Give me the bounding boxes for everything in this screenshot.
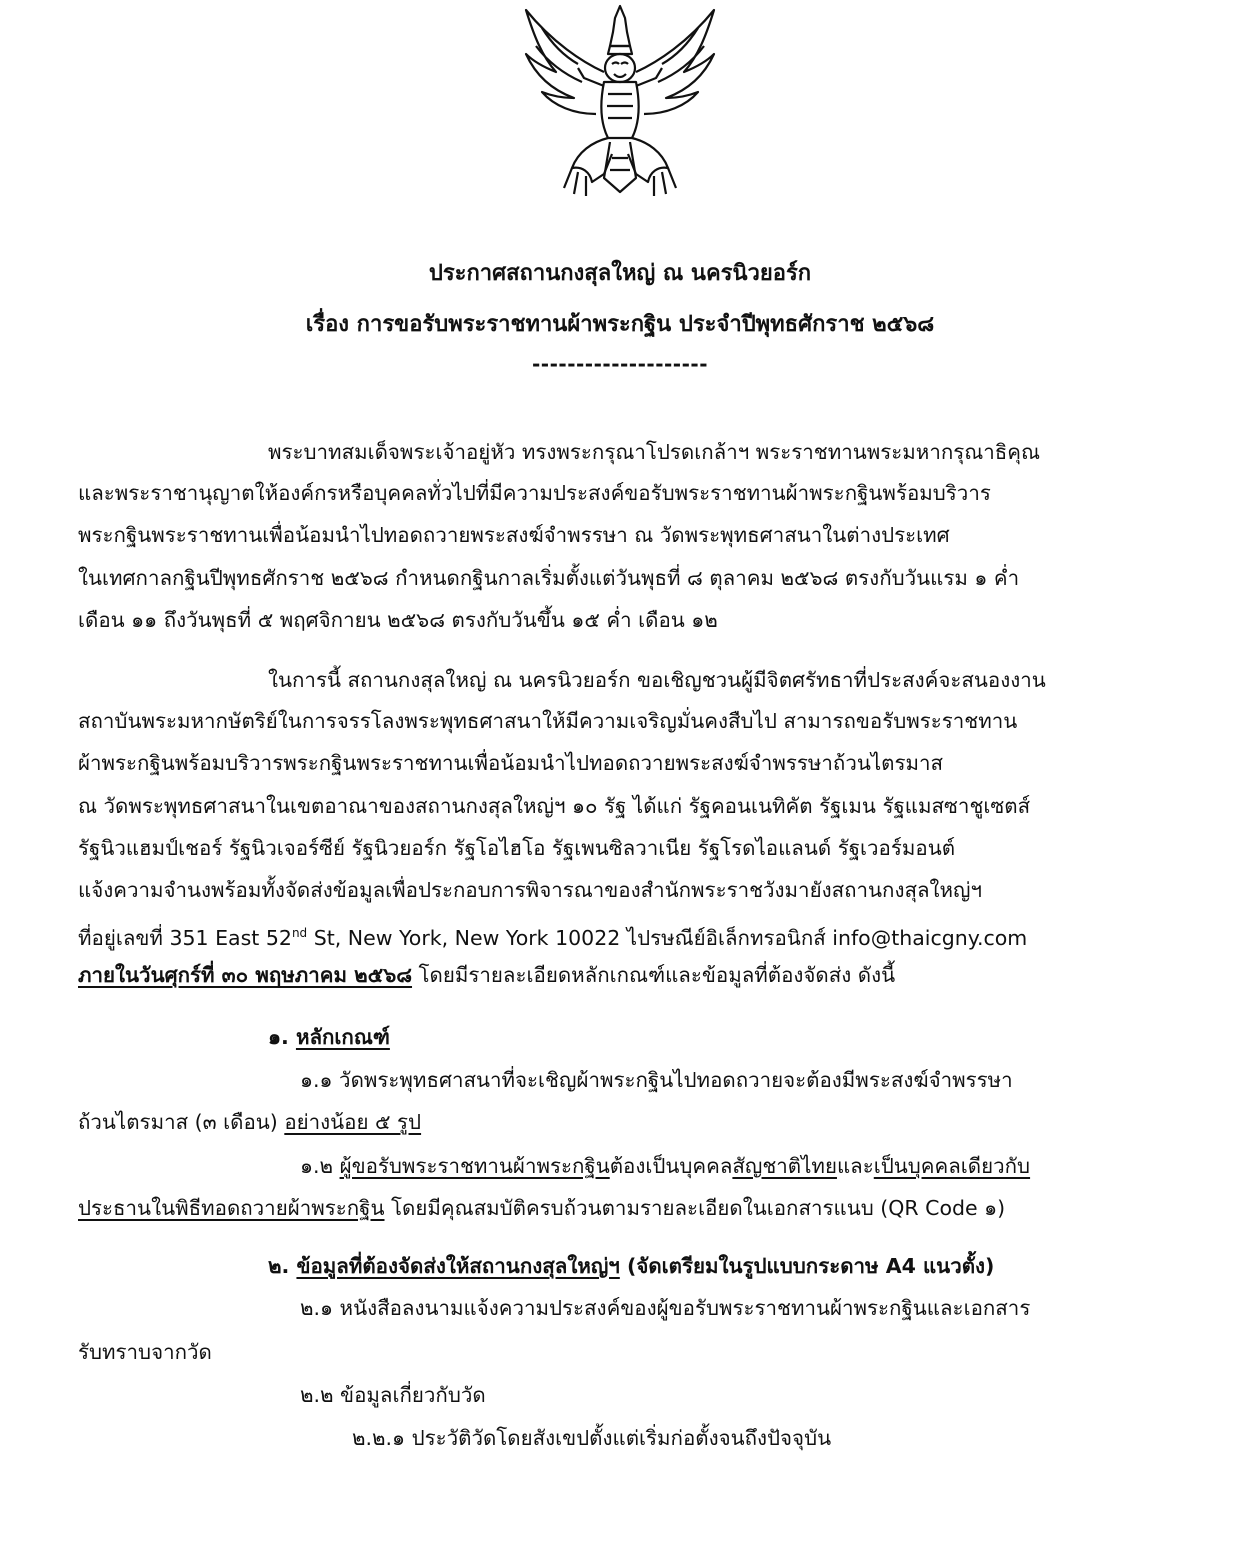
deadline-rest: โดยมีรายละเอียดหลักเกณฑ์และข้อมูลที่ต้องจัดส่ง ดังนี้ xyxy=(412,963,896,987)
para2-line6: แจ้งความจำนงพร้อมทั้งจัดส่งข้อมูลเพื่อประกอบการพิจารณาของสำนักพระราชวังมายังสถานกงสุลใหญ่ฯ xyxy=(78,878,983,902)
item-1-2-line2 xyxy=(78,1193,1005,1223)
item-1-1-text: ถ้วนไตรมาส (๓ เดือน) xyxy=(78,1110,285,1134)
section1-heading xyxy=(268,1022,390,1052)
header-divider: -------------------- xyxy=(531,352,708,376)
item-1-2-same-person: เป็นบุคคลเดียวกับ xyxy=(873,1154,1031,1178)
para1-line4: ในเทศกาลกฐินปีพุทธศักราช ๒๕๖๘ กำหนดกฐินกาลเริ่มตั้งแต่วันพุธที่ ๘ ตุลาคม ๒๕๖๘ ตรงกับวันแรม ๑ ค่ำ xyxy=(78,566,1020,590)
item-1-1-line2 xyxy=(78,1107,421,1137)
item-2-2-1: ๒.๒.๑ ประวัติวัดโดยสังเขปตั้งแต่เริ่มก่อตั้งจนถึงปัจจุบัน xyxy=(352,1426,832,1450)
section2-title: ข้อมูลที่ต้องจัดส่งให้สถานกงสุลใหญ่ฯ xyxy=(296,1254,620,1278)
para1-line1: พระบาทสมเด็จพระเจ้าอยู่หัว ทรงพระกรุณาโปรดเกล้าฯ พระราชทานพระมหากรุณาธิคุณ xyxy=(268,440,1041,464)
para2-line5: รัฐนิวแฮมป์เชอร์ รัฐนิวเจอร์ซีย์ รัฐนิวยอร์ก รัฐโอไฮโอ รัฐเพนซิลวาเนีย รัฐโรดไอแลนด์ รัฐเวอร์มอนต์ xyxy=(78,836,956,860)
item-1-2-nationality: สัญชาติไทย xyxy=(732,1154,837,1178)
para2-address-line xyxy=(78,918,1027,953)
section2-number: ๒. xyxy=(268,1254,297,1278)
para2-line2: สถาบันพระมหากษัตริย์ในการจรรโลงพระพุทธศาสนาให้มีความเจริญมั่นคงสืบไป สามารถขอรับพระราชทาน xyxy=(78,709,1018,733)
item-2-1-line1: ๒.๑ หนังสือลงนามแจ้งความประสงค์ของผู้ขอรับพระราชทานผ้าพระกฐินและเอกสาร xyxy=(300,1296,1031,1320)
para2-deadline-line xyxy=(78,960,895,990)
para1-line2: และพระราชานุญาตให้องค์กรหรือบุคคลทั่วไปที่มีความประสงค์ขอรับพระราชทานผ้าพระกฐินพร้อมบริวาร xyxy=(78,481,991,505)
para2-line4: ณ วัดพระพุทธศาสนาในเขตอาณาของสถานกงสุลใหญ่ฯ ๑๐ รัฐ ได้แก่ รัฐคอนเนทิคัต รัฐเมน รัฐแมสซาชูเซตส์ xyxy=(78,794,1031,818)
address-text: ที่อยู่เลขที่ 351 East 52 xyxy=(78,925,292,950)
garuda-emblem-icon xyxy=(512,2,728,200)
para2-line3: ผ้าพระกฐินพร้อมบริวารพระกฐินพระราชทานเพื่อน้อมนำไปทอดถวายพระสงฆ์จำพรรษาถ้วนไตรมาส xyxy=(78,751,944,775)
section1-title: หลักเกณฑ์ xyxy=(295,1025,390,1049)
item-1-1-line1: ๑.๑ วัดพระพุทธศาสนาที่จะเชิญผ้าพระกฐินไปทอดถวายจะต้องมีพระสงฆ์จำพรรษา xyxy=(300,1068,1013,1092)
item-1-2-text2: และ xyxy=(836,1154,874,1178)
item-1-2-line1 xyxy=(300,1151,1030,1181)
item-2-2: ๒.๒ ข้อมูลเกี่ยวกับวัด xyxy=(300,1383,486,1407)
document-title: ประกาศสถานกงสุลใหญ่ ณ นครนิวยอร์ก xyxy=(428,261,812,286)
item-1-2-text1: ต้องเป็นบุคคล xyxy=(609,1154,733,1178)
para1-line3: พระกฐินพระราชทานเพื่อน้อมนำไปทอดถวายพระสงฆ์จำพรรษา ณ วัดพระพุทธศาสนาในต่างประเทศ xyxy=(78,523,950,547)
section2-note: (จัดเตรียมในรูปแบบกระดาษ A4 แนวตั้ง) xyxy=(619,1254,995,1278)
address-superscript: nd xyxy=(291,926,308,940)
para1-line5: เดือน ๑๑ ถึงวันพุธที่ ๕ พฤศจิกายน ๒๕๖๘ ตรงกับวันขึ้น ๑๕ ค่ำ เดือน ๑๒ xyxy=(78,608,718,632)
item-1-1-minimum: อย่างน้อย ๕ รูป xyxy=(284,1110,422,1134)
section1-number: ๑. xyxy=(268,1025,296,1049)
para2-line1: ในการนี้ สถานกงสุลใหญ่ ณ นครนิวยอร์ก ขอเชิญชวนผู้มีจิตศรัทธาที่ประสงค์จะสนองงาน xyxy=(268,668,1046,692)
item-1-2-number: ๑.๒ xyxy=(300,1154,340,1178)
section2-heading xyxy=(268,1251,994,1281)
item-1-2-applicant: ผู้ขอรับพระราชทานผ้าพระกฐิน xyxy=(339,1154,610,1178)
address-email-text: St, New York, New York 10022 ไปรษณีย์อิเล็กทรอนิกส์ info@thaicgny.com xyxy=(307,925,1028,950)
item-1-2-chairperson: ประธานในพิธีทอดถวายผ้าพระกฐิน xyxy=(78,1196,385,1220)
item-2-1-line2: รับทราบจากวัด xyxy=(78,1340,212,1364)
deadline-date: ภายในวันศุกร์ที่ ๓๐ พฤษภาคม ๒๕๖๘ xyxy=(78,963,413,987)
document-subject: เรื่อง การขอรับพระราชทานผ้าพระกฐิน ประจำปีพุทธศักราช ๒๕๖๘ xyxy=(305,312,935,337)
item-1-2-qualification: โดยมีคุณสมบัติครบถ้วนตามรายละเอียดในเอกสารแนบ (QR Code ๑) xyxy=(384,1196,1006,1220)
